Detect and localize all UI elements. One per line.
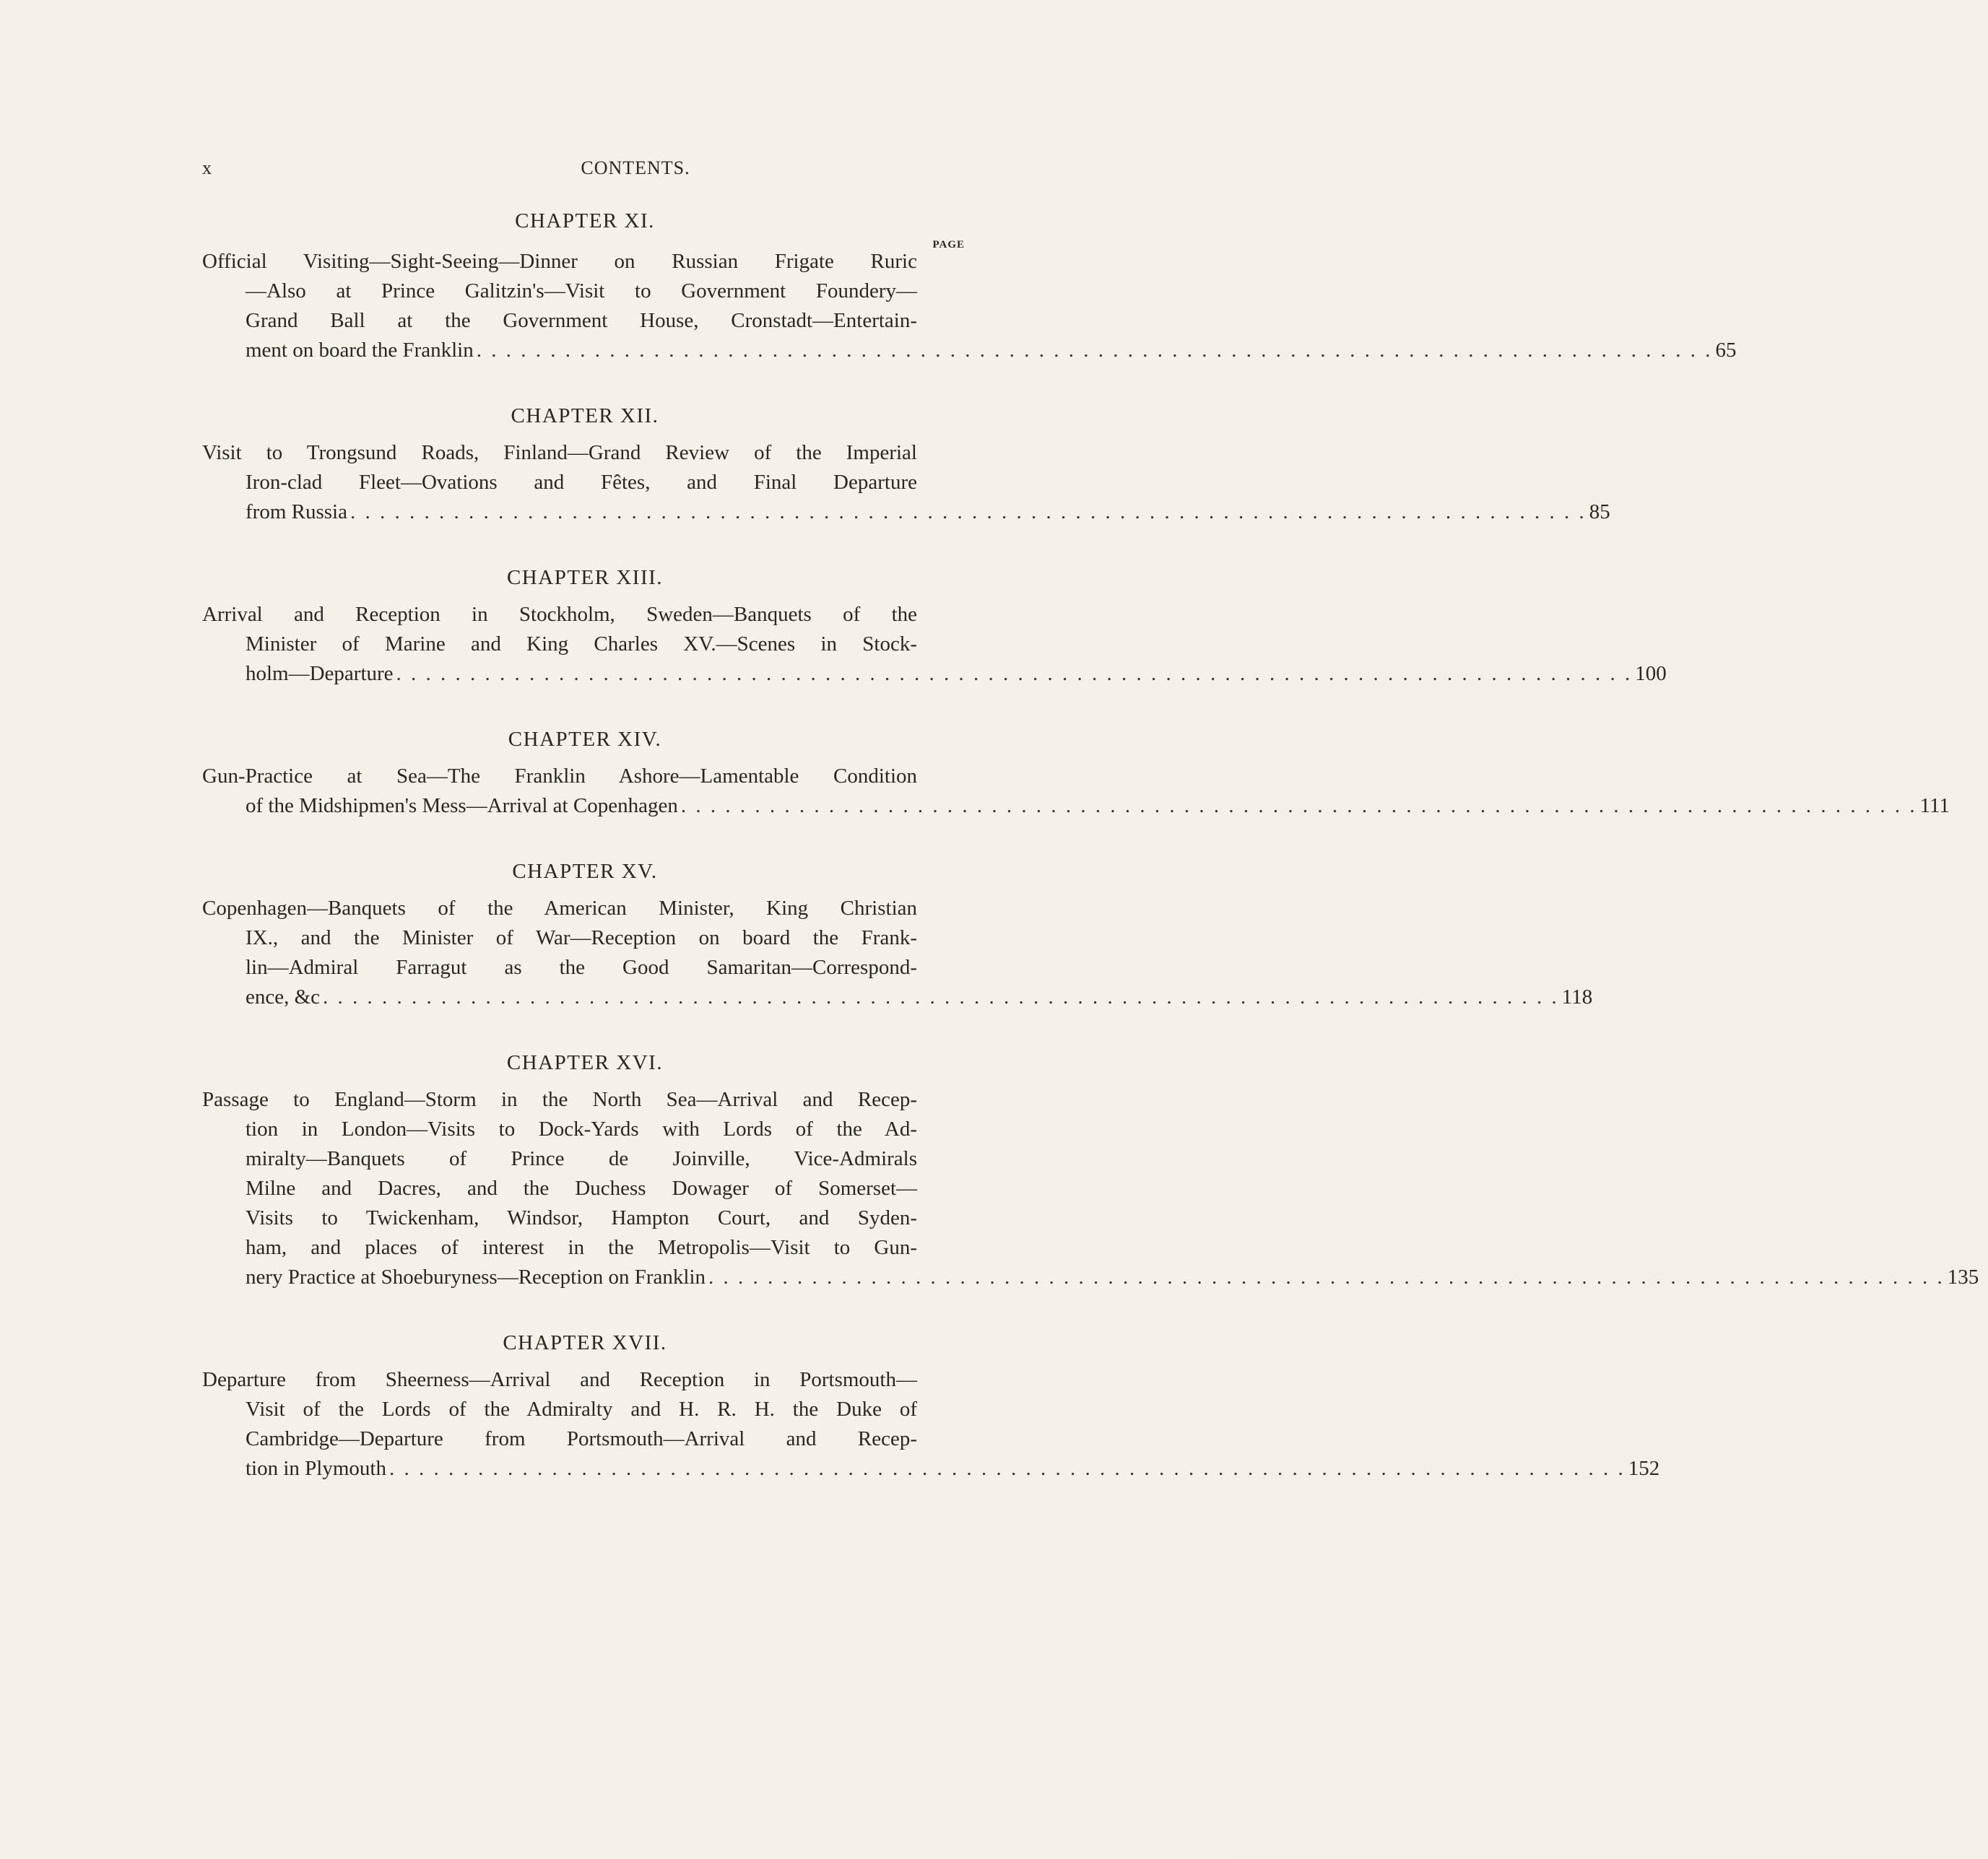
summary-line: Milne and Dacres, and the Duchess Dowager of Somerset—: [246, 1177, 917, 1200]
chapter-entry: [202, 404, 1610, 527]
summary-line-text: of the Midshipmen's Mess—Arrival at Copenhagen: [246, 794, 678, 817]
dot-leader: . . . . . . . . . . . . . . . . . . . . . . . . . . . . . . . . . . . . . . . . . . . . . . . . . . . . . . . . . . . . . . . . . . . . . . . . . . . . . . . . . . . .: [323, 985, 1559, 1009]
page-folio: x: [202, 157, 212, 178]
summary-line: Departure from Sheerness—Arrival and Reception in Portsmouth—: [202, 1368, 917, 1391]
chapter-summary: [202, 247, 1737, 365]
running-title: CONTENTS.: [581, 157, 690, 178]
dot-leader: . . . . . . . . . . . . . . . . . . . . . . . . . . . . . . . . . . . . . . . . . . . . . . . . . . . . . . . . . . . . . . . . . . . . . . . . . . . . . . . . . . . .: [396, 662, 1633, 685]
summary-last-line: [246, 791, 1950, 821]
summary-line: miralty—Banquets of Prince de Joinville, Vice-Admirals: [246, 1147, 917, 1170]
chapter-summary: [202, 894, 1593, 1012]
summary-line: Visit to Trongsund Roads, Finland—Grand Review of the Imperial: [202, 441, 917, 464]
page-number: 111: [1919, 794, 1950, 817]
page-number: 135: [1947, 1266, 1979, 1289]
chapter-entry: [202, 566, 1667, 689]
chapter-entry: [202, 1051, 1979, 1292]
summary-line: Cambridge—Departure from Portsmouth—Arrival and Recep-: [246, 1427, 917, 1450]
summary-line: —Also at Prince Galitzin's—Visit to Government Foundery—: [246, 279, 917, 302]
summary-line: Visits to Twickenham, Windsor, Hampton Court, and Syden-: [246, 1206, 917, 1229]
chapter-summary: [202, 1365, 1660, 1484]
summary-last-line: [246, 336, 1737, 365]
contents-list: [202, 209, 1979, 1523]
running-head: [202, 157, 968, 186]
chapter-heading: CHAPTER XIII.: [506, 566, 664, 589]
summary-line: Passage to England—Storm in the North Sea—Arrival and Recep-: [202, 1088, 917, 1111]
summary-line-text: ment on board the Franklin: [246, 339, 474, 362]
summary-line: Copenhagen—Banquets of the American Minister, King Christian: [202, 897, 917, 920]
summary-last-line: [246, 1454, 1660, 1484]
summary-last-line: [246, 659, 1667, 689]
dot-leader: . . . . . . . . . . . . . . . . . . . . . . . . . . . . . . . . . . . . . . . . . . . . . . . . . . . . . . . . . . . . . . . . . . . . . . . . . . . . . . . . . . . .: [476, 339, 1713, 362]
summary-line: Official Visiting—Sight-Seeing—Dinner on Russian Frigate Ruric: [202, 250, 917, 273]
page-number: 100: [1635, 662, 1667, 685]
summary-line: Gun-Practice at Sea—The Franklin Ashore—Lamentable Condition: [202, 765, 917, 788]
summary-line-text: tion in Plymouth: [246, 1457, 386, 1480]
summary-last-line: [246, 983, 1593, 1012]
page-number: 152: [1628, 1457, 1660, 1480]
chapter-heading: CHAPTER XIV.: [508, 728, 662, 751]
page-column-label: PAGE: [932, 239, 965, 251]
summary-line: lin—Admiral Farragut as the Good Samaritan—Correspond-: [246, 956, 917, 979]
summary-last-line: [246, 497, 1610, 527]
chapter-heading: CHAPTER XVI.: [506, 1051, 664, 1074]
summary-line: IX., and the Minister of War—Reception on board the Frank-: [246, 926, 917, 949]
page-number: 65: [1715, 339, 1737, 362]
chapter-heading: CHAPTER XV.: [512, 860, 658, 883]
summary-line-text: holm—Departure: [246, 662, 394, 685]
dot-leader: . . . . . . . . . . . . . . . . . . . . . . . . . . . . . . . . . . . . . . . . . . . . . . . . . . . . . . . . . . . . . . . . . . . . . . . . . . . . . . . . . . . .: [708, 1266, 1945, 1289]
chapter-summary: [202, 438, 1610, 527]
chapter-heading: CHAPTER XI.: [515, 209, 655, 232]
summary-line: Minister of Marine and King Charles XV.—Scenes in Stock-: [246, 632, 917, 656]
chapter-summary: [202, 762, 1950, 821]
summary-line: Visit of the Lords of the Admiralty and H. R. H. the Duke of: [246, 1398, 917, 1421]
summary-line-text: from Russia: [246, 500, 347, 523]
summary-line: Arrival and Reception in Stockholm, Sweden—Banquets of the: [202, 603, 917, 626]
page-number: 85: [1589, 500, 1610, 523]
dot-leader: . . . . . . . . . . . . . . . . . . . . . . . . . . . . . . . . . . . . . . . . . . . . . . . . . . . . . . . . . . . . . . . . . . . . . . . . . . . . . . . . . . . .: [389, 1457, 1625, 1480]
summary-line: ham, and places of interest in the Metropolis—Visit to Gun-: [246, 1236, 917, 1259]
chapter-heading: CHAPTER XVII.: [503, 1331, 667, 1354]
chapter-summary: [202, 600, 1667, 689]
page-number: 118: [1561, 985, 1593, 1009]
chapter-entry: [202, 1331, 1660, 1484]
chapter-entry: [202, 728, 1950, 821]
chapter-entry: [202, 860, 1593, 1012]
chapter-entry: [202, 209, 1737, 365]
summary-last-line: [246, 1263, 1979, 1292]
dot-leader: . . . . . . . . . . . . . . . . . . . . . . . . . . . . . . . . . . . . . . . . . . . . . . . . . . . . . . . . . . . . . . . . . . . . . . . . . . . . . . . . . . . .: [680, 794, 1917, 817]
chapter-summary: [202, 1085, 1979, 1292]
summary-line: Grand Ball at the Government House, Cronstadt—Entertain-: [246, 309, 917, 332]
summary-line: Iron-clad Fleet—Ovations and Fêtes, and Final Departure: [246, 471, 917, 494]
summary-line-text: nery Practice at Shoeburyness—Reception on Franklin: [246, 1266, 706, 1289]
chapter-heading: CHAPTER XII.: [511, 404, 659, 427]
dot-leader: . . . . . . . . . . . . . . . . . . . . . . . . . . . . . . . . . . . . . . . . . . . . . . . . . . . . . . . . . . . . . . . . . . . . . . . . . . . . . . . . . . . .: [350, 500, 1587, 523]
summary-line-text: ence, &c: [246, 985, 321, 1009]
summary-line: tion in London—Visits to Dock-Yards with Lords of the Ad-: [246, 1118, 917, 1141]
